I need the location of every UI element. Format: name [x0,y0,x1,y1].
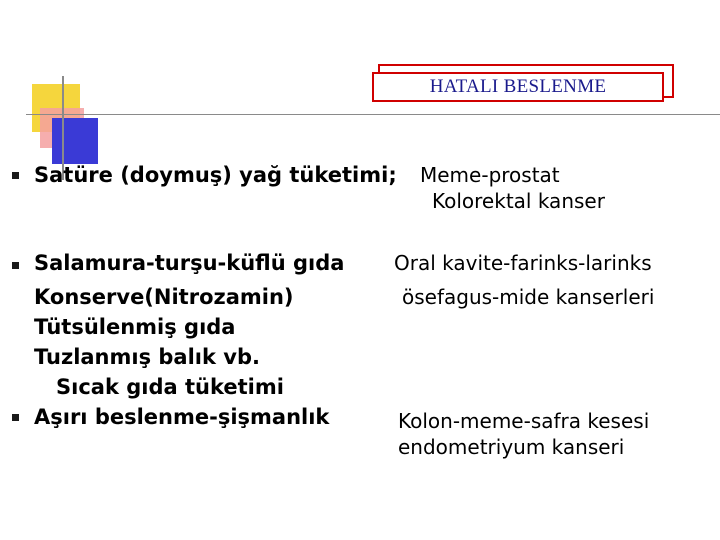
item-2-line-5: Sıcak gıda tüketimi [56,375,284,399]
item-3-right-line-2: endometriyum kanseri [398,435,625,459]
slide-title: HATALI BESLENME [429,76,607,97]
bullet-2-icon [12,262,19,269]
decor-blue-square [52,118,98,164]
item-2-right-line-1: Oral kavite-farinks-larinks [394,251,652,275]
item-1-right-line-1: Meme-prostat [420,163,560,187]
item-3-text: Aşırı beslenme-şişmanlık [34,405,330,429]
title-frame [372,72,664,102]
item-2-line-2: Konserve(Nitrozamin) [34,285,294,309]
item-2-line-4: Tuzlanmış balık vb. [34,345,260,369]
decor-horizontal-line [26,114,720,115]
item-2-right-line-2: ösefagus-mide kanserleri [402,285,655,309]
item-1-text: Satüre (doymuş) yağ tüketimi; [34,163,397,187]
bullet-3-icon [12,414,19,421]
bullet-1-icon [12,172,19,179]
slide-title-box [372,68,670,100]
item-1-right-line-2: Kolorektal kanser [432,189,605,213]
item-2-line-3: Tütsülenmiş gıda [34,315,236,339]
item-3-right-line-1: Kolon-meme-safra kesesi [398,409,650,433]
item-2-line-1: Salamura-turşu-küflü gıda [34,251,345,275]
